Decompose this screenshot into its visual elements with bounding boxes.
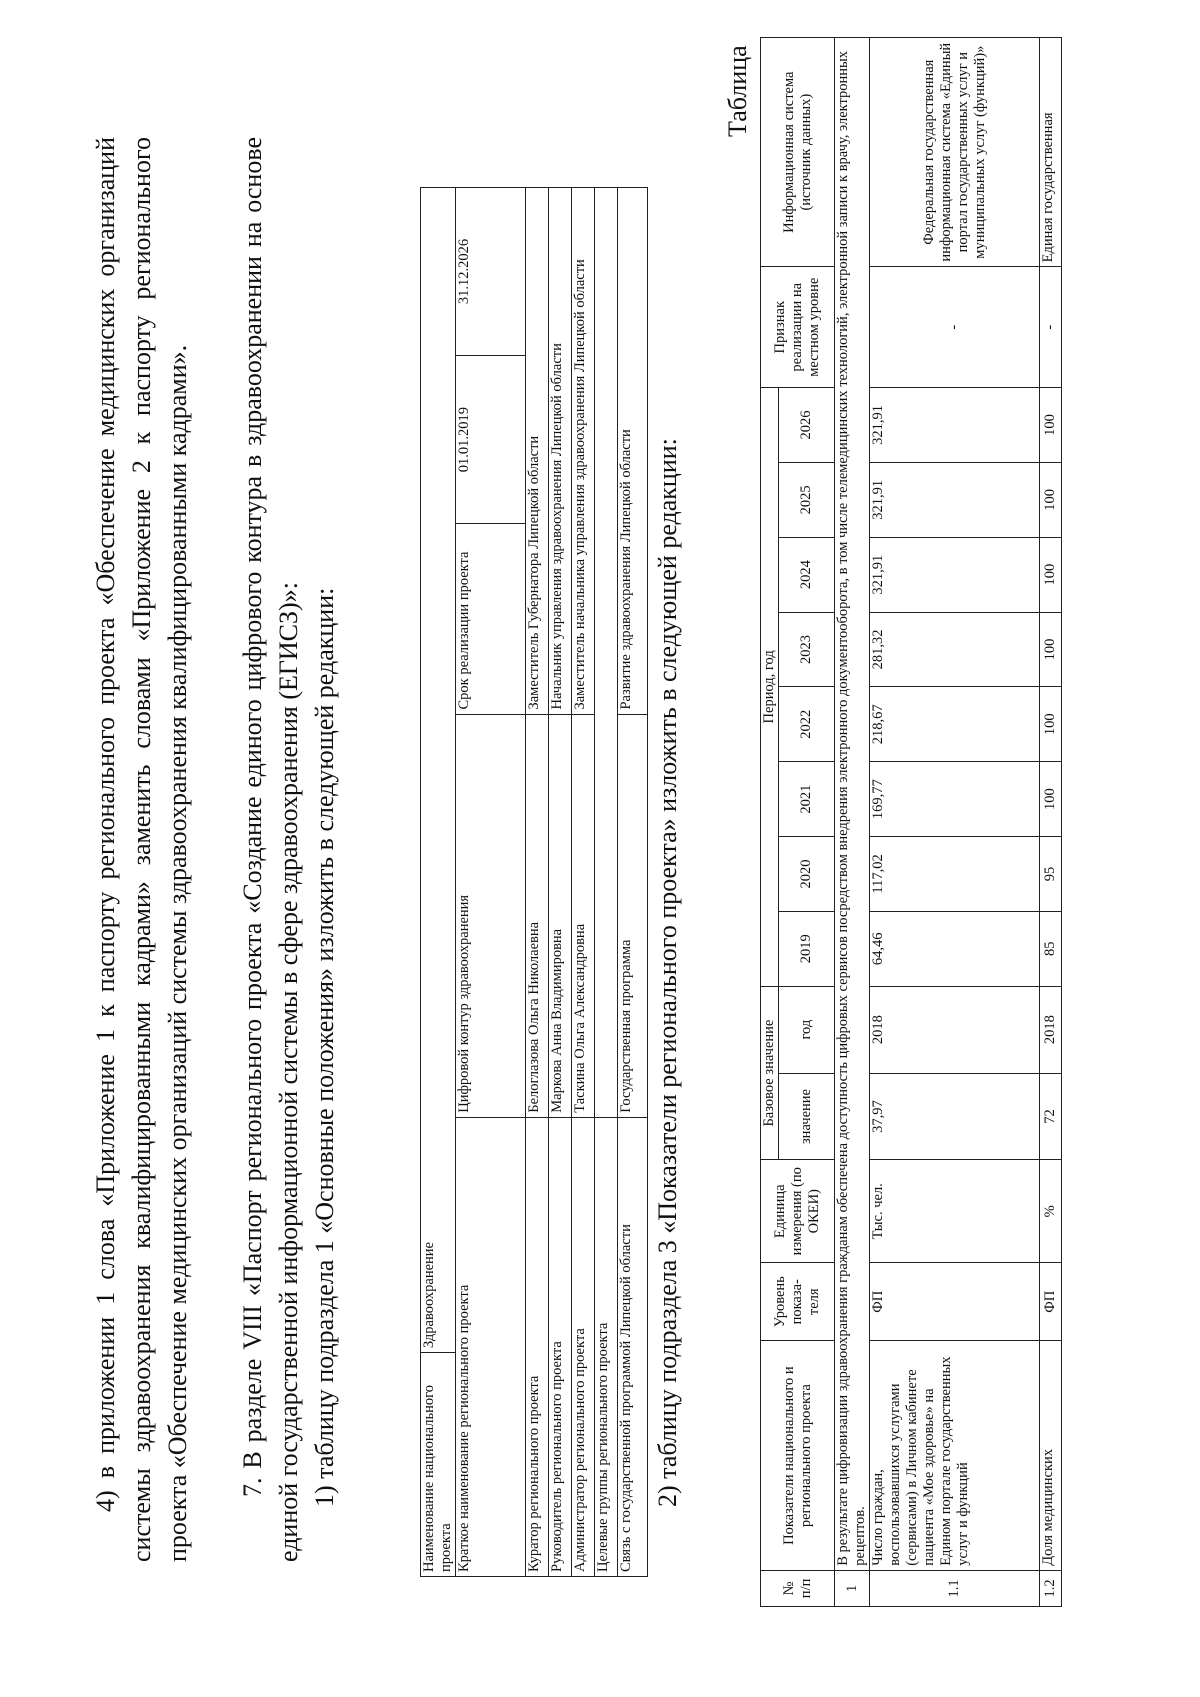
header-year: 2026 xyxy=(779,388,835,463)
row-name: Доля медицинских xyxy=(1040,1341,1062,1570)
passport-period-label: Срок реализации проекта xyxy=(456,524,526,714)
passport-value xyxy=(595,188,618,1118)
passport-row xyxy=(526,188,549,1577)
passport-role: Начальник управления здравоохранения Липецкой области xyxy=(549,188,572,715)
header-base: Базовое значение xyxy=(761,986,779,1160)
row-value: 64,46 xyxy=(870,911,1040,986)
header-year: 2020 xyxy=(779,837,835,912)
row-level: ФП xyxy=(870,1263,1040,1341)
header-period: Период, год xyxy=(761,388,779,987)
passport-role: Заместитель начальника управления здравоохранения Липецкой области xyxy=(572,188,595,715)
row-base-value: 72 xyxy=(1040,1073,1062,1160)
row-value: 95 xyxy=(1040,837,1062,912)
header-year: 2023 xyxy=(779,612,835,687)
row-local: - xyxy=(870,267,1040,388)
passport-value: Цифровой контур здравоохранения xyxy=(456,714,526,1117)
header-row xyxy=(761,38,779,1607)
row-source: Федеральная государственная информационная система «Единый портал государственных услуг и муниципальных услуг (функций)» xyxy=(870,38,1040,267)
table-caption: Таблица xyxy=(723,45,752,137)
header-source: Информационная система (источник данных) xyxy=(761,38,835,267)
header-base-value: значение xyxy=(779,1073,835,1160)
passport-label: Руководитель регионального проекта xyxy=(549,1117,572,1576)
row-value: 100 xyxy=(1040,462,1062,537)
passport-label: Наименование национального проекта xyxy=(421,1352,456,1576)
passport-value: Государственная программа xyxy=(618,714,648,1117)
paragraph-subitem-2: 2) таблицу подраздела 3 «Показатели регионального проекта» изложить в следующей редакции: xyxy=(653,438,682,1507)
row-unit: % xyxy=(1040,1160,1062,1263)
paragraph-subitem-1: 1) таблицу подраздела 1 «Основные положения» изложить в следующей редакции: xyxy=(310,587,339,1507)
row-value: 100 xyxy=(1040,687,1062,762)
passport-row xyxy=(549,188,572,1577)
passport-label: Краткое наименование регионального проекта xyxy=(456,1117,526,1576)
row-num: 1.1 xyxy=(870,1570,1040,1606)
passport-role: Развитие здравоохранения Липецкой области xyxy=(618,188,648,715)
row-base-year: 2018 xyxy=(1040,986,1062,1073)
passport-row xyxy=(595,188,618,1577)
row-level: ФП xyxy=(1040,1263,1062,1341)
row-name: Число граждан, воспользовавшихся услугами (сервисами) в Личном кабинете пациента «Мое здоровье» на Едином портале государственных услуг и функций xyxy=(870,1341,1040,1570)
row-value: 321,91 xyxy=(870,388,1040,463)
paragraph-section-7: 7. В разделе VIII «Паспорт регионального проекта «Создание единого цифрового контура в здравоохранении на основе единой государственной информационной системы в сфере здравоохранения (ЕГИСЗ)»: xyxy=(238,137,303,1562)
header-num: № п/п xyxy=(761,1570,835,1606)
passport-start-date: 01.01.2019 xyxy=(456,356,526,524)
passport-value: Здравоохранение xyxy=(421,188,456,1353)
passport-row xyxy=(618,188,648,1577)
row-value: 281,32 xyxy=(870,612,1040,687)
header-unit: Единица измерения (по ОКЕИ) xyxy=(761,1160,835,1263)
row-base-year: 2018 xyxy=(870,986,1040,1073)
passport-value: Белоглазова Ольга Николаевна xyxy=(526,714,549,1117)
row-value: 100 xyxy=(1040,612,1062,687)
passport-value: Таскина Ольга Александровна xyxy=(572,714,595,1117)
table-row xyxy=(870,38,1040,1607)
row-value: 85 xyxy=(1040,911,1062,986)
passport-row xyxy=(456,188,526,1577)
row-value: 100 xyxy=(1040,762,1062,837)
header-base-year: год xyxy=(779,986,835,1073)
passport-value: Маркова Анна Владимировна xyxy=(549,714,572,1117)
header-year: 2021 xyxy=(779,762,835,837)
passport-row xyxy=(421,188,456,1577)
header-name: Показатели национального и регионального проекта xyxy=(761,1341,835,1570)
row-value: 321,91 xyxy=(870,537,1040,612)
row-base-value: 37,97 xyxy=(870,1073,1040,1160)
row-value: 218,67 xyxy=(870,687,1040,762)
row-value: 117,02 xyxy=(870,837,1040,912)
header-year: 2019 xyxy=(779,911,835,986)
passport-label: Администратор регионального проекта xyxy=(572,1117,595,1576)
header-year: 2024 xyxy=(779,537,835,612)
header-year: 2025 xyxy=(779,462,835,537)
passport-role: Заместитель Губернатора Липецкой области xyxy=(526,188,549,715)
passport-row xyxy=(572,188,595,1577)
passport-label: Куратор регионального проекта xyxy=(526,1117,549,1576)
passport-label: Целевые группы регионального проекта xyxy=(595,1117,618,1576)
header-year: 2022 xyxy=(779,687,835,762)
passport-table xyxy=(420,187,648,1577)
row-value: 100 xyxy=(1040,537,1062,612)
row-value: 169,77 xyxy=(870,762,1040,837)
section-text: В результате цифровизации здравоохранения гражданам обеспечена доступность цифровых сервисов посредством внедрения электронного документооборота, в том числе телемедицинских технологий, электронной записи к врачу, электронных рецептов. xyxy=(835,38,870,1571)
row-source: Единая государственная xyxy=(1040,38,1062,267)
passport-label: Связь с государственной программой Липецкой области xyxy=(618,1117,648,1576)
row-value: 100 xyxy=(1040,388,1062,463)
passport-end-date: 31.12.2026 xyxy=(456,188,526,356)
indicators-table xyxy=(760,37,1062,1607)
row-num: 1.2 xyxy=(1040,1570,1062,1606)
paragraph-item-4: 4) в приложении 1 слова «Приложение 1 к паспорту регионального проекта «Обеспечение медицинских организаций системы здравоохранения квалифицированными кадрами» заменить словами «Приложение 2 к паспорту регионального проекта «Обеспечение медицинских организаций системы здравоохранения квалифицированными кадрами». xyxy=(91,137,192,1562)
header-local: Признак реализации на местном уровне xyxy=(761,267,835,388)
row-local: - xyxy=(1040,267,1062,388)
section-num: 1 xyxy=(835,1570,870,1606)
table-row xyxy=(1040,38,1062,1607)
row-unit: Тыс. чел. xyxy=(870,1160,1040,1263)
header-level: Уровень показа-теля xyxy=(761,1263,835,1341)
row-value: 321,91 xyxy=(870,462,1040,537)
section-row xyxy=(835,38,870,1607)
